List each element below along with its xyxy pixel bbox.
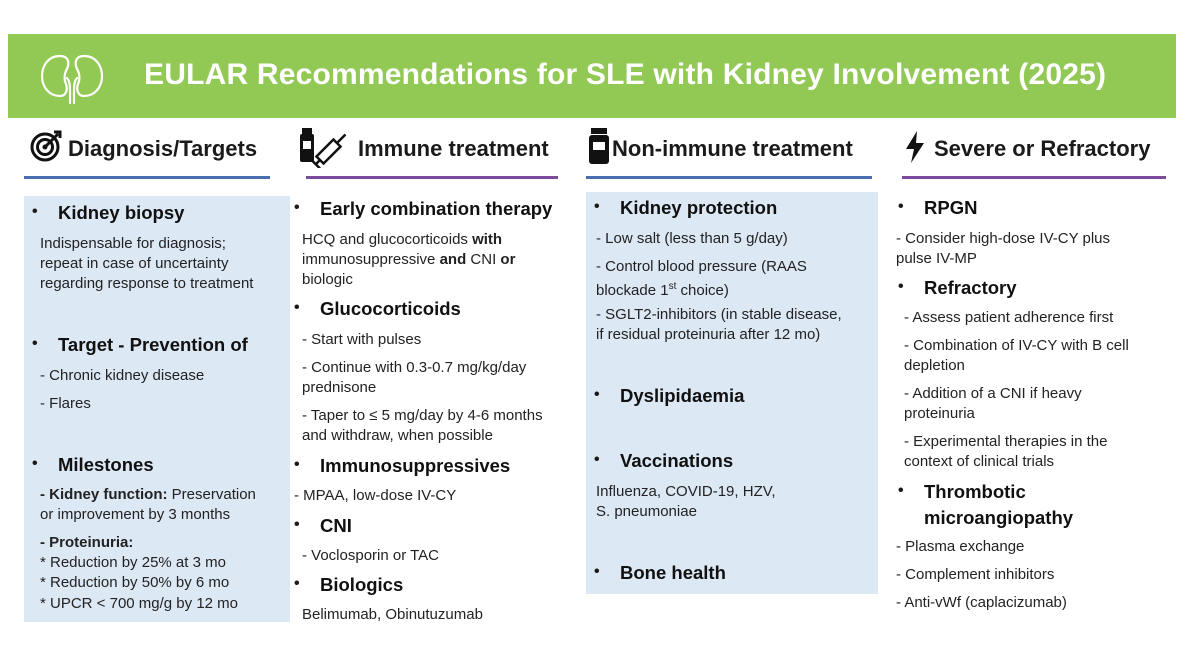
- text-line: prednisone: [302, 379, 377, 396]
- text-line: * Reduction by 50% by 6 mo: [40, 574, 230, 591]
- column-header-nonimmune: [586, 126, 886, 180]
- value: Preservation: [167, 486, 256, 503]
- section-heading: Kidney biopsy: [58, 202, 185, 223]
- text-line: - Consider high-dose IV-CY plus: [896, 230, 1110, 247]
- divider: [306, 176, 558, 179]
- text-line: - Addition of a CNI if heavy: [904, 385, 1082, 402]
- bullet: •: [294, 199, 300, 216]
- text-line: - SGLT2-inhibitors (in stable disease,: [596, 306, 842, 323]
- section-heading: CNI: [320, 515, 352, 536]
- text-line: - Assess patient adherence first: [904, 309, 1114, 326]
- divider: [586, 176, 872, 179]
- bullet: •: [594, 198, 600, 215]
- text-line: and withdraw, when possible: [302, 427, 493, 444]
- page-title: EULAR Recommendations for SLE with Kidney Involvement (2025): [144, 58, 1107, 91]
- section-heading: Thrombotic: [924, 481, 1026, 502]
- text-line: - MPAA, low-dose IV-CY: [294, 487, 457, 504]
- kidney-icon: [40, 50, 104, 104]
- title-banner: [8, 34, 1176, 118]
- text-line: [596, 277, 729, 301]
- text-line: context of clinical trials: [904, 453, 1055, 470]
- text-line: Indispensable for diagnosis;: [40, 235, 226, 252]
- section-heading: Vaccinations: [620, 450, 734, 471]
- bullet: •: [32, 455, 38, 472]
- text-line: - Complement inhibitors: [896, 566, 1055, 583]
- text: immunosuppressive: [302, 251, 440, 268]
- divider: [24, 176, 270, 179]
- section-heading: Kidney protection: [620, 197, 778, 218]
- text-line: - Experimental therapies in the: [904, 433, 1108, 450]
- column-title: Severe or Refractory: [934, 136, 1151, 161]
- text-line: - Start with pulses: [302, 331, 422, 348]
- text-bold: and: [439, 251, 467, 268]
- text-line: or improvement by 3 months: [40, 506, 231, 523]
- text-line: - Chronic kidney disease: [40, 367, 205, 384]
- text-line: - Continue with 0.3-0.7 mg/kg/day: [302, 359, 527, 376]
- pill-bottle-icon: [588, 126, 610, 166]
- text: HCQ and glucocorticoids: [302, 231, 473, 248]
- text-line: [40, 485, 256, 505]
- bullet: •: [32, 203, 38, 220]
- column-title: Non-immune treatment: [612, 136, 853, 161]
- column-title: Immune treatment: [358, 136, 549, 161]
- text-line: if residual proteinuria after 12 mo): [596, 326, 821, 343]
- text-line: regarding response to treatment: [40, 275, 254, 292]
- section-heading: Immunosuppressives: [320, 455, 511, 476]
- section-heading: Early combination therapy: [320, 198, 553, 219]
- text-line: - Plasma exchange: [896, 538, 1025, 555]
- text-bold: with: [472, 231, 503, 248]
- bullet: •: [294, 516, 300, 533]
- text: choice): [676, 282, 729, 299]
- bullet: •: [898, 198, 904, 215]
- section-heading: Target - Prevention of: [58, 334, 248, 355]
- section-heading: Milestones: [58, 454, 154, 475]
- bullet: •: [594, 451, 600, 468]
- column-header-severe: [900, 126, 1190, 180]
- text-line: - Anti-vWf (caplacizumab): [896, 594, 1067, 611]
- text-line: [302, 250, 515, 270]
- target-icon: [30, 130, 62, 162]
- text: CNI: [466, 251, 501, 268]
- syringe-icon: [298, 126, 356, 168]
- bullet: •: [294, 299, 300, 316]
- superscript: st: [668, 281, 677, 292]
- text-line: repeat in case of uncertainty: [40, 255, 229, 272]
- bullet: •: [594, 563, 600, 580]
- text-line: Belimumab, Obinutuzumab: [302, 606, 483, 623]
- lightning-icon: [904, 130, 926, 164]
- text-line: - Combination of IV-CY with B cell: [904, 337, 1129, 354]
- text-line: - Flares: [40, 395, 91, 412]
- text-line: - Low salt (less than 5 g/day): [596, 230, 788, 247]
- text-line: S. pneumoniae: [596, 503, 697, 520]
- bullet: •: [898, 278, 904, 295]
- bullet: •: [594, 386, 600, 403]
- text-line: - Taper to ≤ 5 mg/day by 4-6 months: [302, 407, 543, 424]
- section-heading: microangiopathy: [924, 507, 1074, 528]
- section-heading: Biologics: [320, 574, 404, 595]
- section-heading: Dyslipidaemia: [620, 385, 745, 406]
- text-line: * UPCR < 700 mg/g by 12 mo: [40, 595, 239, 612]
- bullet: •: [294, 456, 300, 473]
- text-line: - Voclosporin or TAC: [302, 547, 439, 564]
- bullet: •: [294, 575, 300, 592]
- text-line: - Proteinuria:: [40, 534, 134, 551]
- text: blockade 1: [596, 282, 669, 299]
- column-header-diagnosis: [28, 126, 278, 180]
- column-header-immune: [296, 126, 576, 180]
- bullet: •: [32, 335, 38, 352]
- section-heading: RPGN: [924, 197, 978, 218]
- section-heading: Bone health: [620, 562, 726, 583]
- text-line: proteinuria: [904, 405, 975, 422]
- text-line: depletion: [904, 357, 965, 374]
- text-line: Influenza, COVID-19, HZV,: [596, 483, 776, 500]
- text-line: * Reduction by 25% at 3 mo: [40, 554, 226, 571]
- text-line: pulse IV-MP: [896, 250, 977, 267]
- text-line: - Control blood pressure (RAAS: [596, 258, 807, 275]
- divider: [902, 176, 1166, 179]
- text-bold: or: [500, 251, 516, 268]
- section-heading: Refractory: [924, 277, 1017, 298]
- text-line: [302, 230, 502, 250]
- label: - Kidney function:: [40, 486, 168, 503]
- text-line: biologic: [302, 271, 353, 288]
- column-title: Diagnosis/Targets: [68, 136, 258, 161]
- bullet: •: [898, 482, 904, 499]
- section-heading: Glucocorticoids: [320, 298, 461, 319]
